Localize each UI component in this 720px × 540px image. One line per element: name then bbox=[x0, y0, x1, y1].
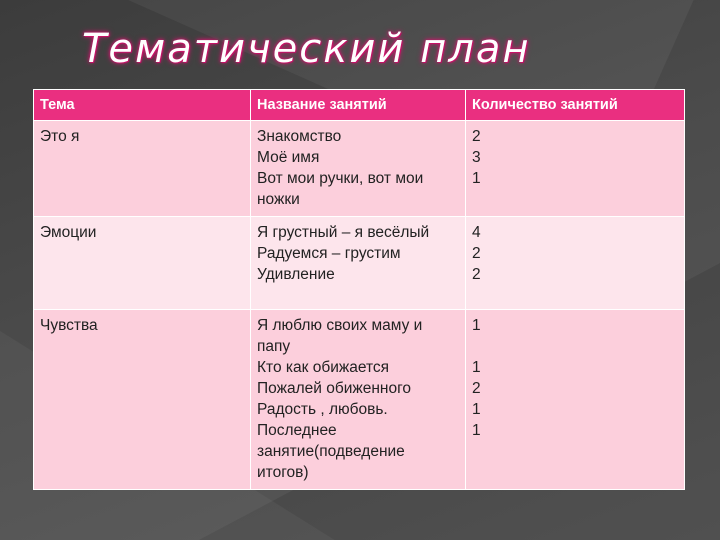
count-item: 2 bbox=[472, 266, 481, 283]
lessons-cell bbox=[251, 121, 466, 217]
lessons-cell bbox=[251, 310, 466, 490]
header-topic: Тема bbox=[34, 90, 251, 121]
count-item: 1 bbox=[472, 359, 481, 376]
count-item: 2 bbox=[472, 245, 481, 262]
lesson-item: Радость , любовь. bbox=[257, 401, 388, 418]
table-row bbox=[34, 121, 685, 217]
count-item: 2 bbox=[472, 128, 481, 145]
count-item: 1 bbox=[472, 422, 481, 439]
count-item: 2 bbox=[472, 380, 481, 397]
topic-cell: Чувства bbox=[34, 310, 251, 490]
table-header-row bbox=[34, 90, 685, 121]
header-lesson-names: Название занятий bbox=[251, 90, 466, 121]
count-item: 4 bbox=[472, 224, 481, 241]
lesson-item: Кто как обижается bbox=[257, 359, 390, 376]
count-item-blank bbox=[472, 336, 678, 357]
thematic-plan-table bbox=[33, 89, 685, 490]
lesson-item: Я грустный – я весёлый bbox=[257, 224, 430, 241]
lesson-item: Вот мои ручки, вот мои ножки bbox=[257, 170, 424, 208]
table-row bbox=[34, 217, 685, 310]
lesson-item: Знакомство bbox=[257, 128, 342, 145]
lesson-item: Удивление bbox=[257, 266, 335, 283]
lesson-item: Последнее занятие(подведение итогов) bbox=[257, 422, 405, 481]
lesson-item: Я люблю своих маму и папу bbox=[257, 317, 423, 355]
lesson-item: Радуемся – грустим bbox=[257, 245, 401, 262]
slide-title: Тематический план bbox=[82, 26, 531, 72]
lesson-item: Пожалей обиженного bbox=[257, 380, 412, 397]
header-lesson-count: Количество занятий bbox=[466, 90, 685, 121]
counts-cell bbox=[466, 121, 685, 217]
count-item: 3 bbox=[472, 149, 481, 166]
counts-cell bbox=[466, 217, 685, 310]
topic-cell: Это я bbox=[34, 121, 251, 217]
count-item: 1 bbox=[472, 317, 481, 334]
lessons-cell bbox=[251, 217, 466, 310]
count-item: 1 bbox=[472, 170, 481, 187]
lesson-item: Моё имя bbox=[257, 149, 320, 166]
topic-cell: Эмоции bbox=[34, 217, 251, 310]
table-row bbox=[34, 310, 685, 490]
count-item: 1 bbox=[472, 401, 481, 418]
counts-cell bbox=[466, 310, 685, 490]
